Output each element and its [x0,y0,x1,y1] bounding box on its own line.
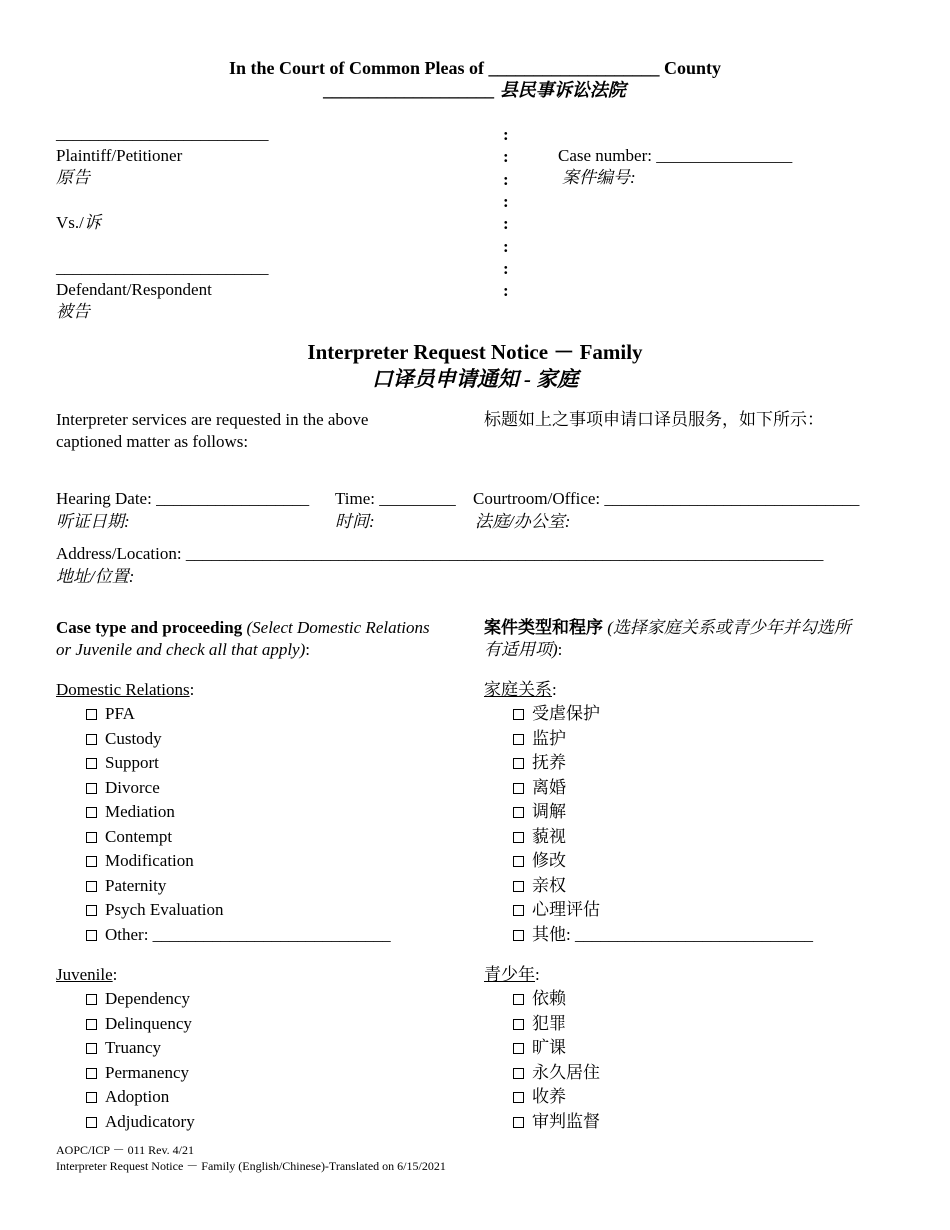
checkbox-option[interactable]: Truancy [86,1038,161,1058]
checkbox-icon[interactable] [86,856,97,867]
checkbox-icon[interactable] [513,783,524,794]
checkbox-option-cn[interactable]: 收养 [513,1087,566,1107]
intro-en-line1: Interpreter services are requested in the above [56,410,369,429]
checkbox-icon[interactable] [513,905,524,916]
checkbox-icon[interactable] [513,1117,524,1128]
case-number-field[interactable]: ________________ [656,146,793,165]
checkbox-icon[interactable] [513,709,524,720]
checkbox-icon[interactable] [86,1019,97,1030]
separator-colon: : [503,281,509,300]
intro-en-line2: captioned matter as follows: [56,432,249,451]
time-label-cn: 时间: [335,512,375,531]
checkbox-option[interactable]: Contempt [86,827,172,847]
checkbox-icon[interactable] [513,832,524,843]
separator-colon: : [503,237,509,256]
checkbox-icon[interactable] [513,1043,524,1054]
separator-colon: : [503,147,509,166]
case-number-label-cn: 案件编号: [562,168,636,187]
checkbox-option[interactable]: Dependency [86,989,190,1009]
checkbox-option-cn[interactable]: 修改 [513,851,566,871]
checkbox-option-cn[interactable]: 亲权 [513,876,566,896]
case-type-en-line1: Case type and proceeding (Select Domestic Relations [56,618,430,637]
checkbox-icon[interactable] [513,1092,524,1103]
defendant-field[interactable]: _________________________ [56,258,269,277]
case-number-row [558,146,792,166]
page-title: Interpreter Request Notice － Family [307,340,643,364]
courtroom-label-cn: 法庭/办公室: [475,512,571,531]
checkbox-option[interactable]: Adoption [86,1087,169,1107]
checkbox-icon[interactable] [513,1068,524,1079]
plaintiff-label-cn: 原告 [56,168,90,187]
courtroom-field[interactable]: Courtroom/Office: ______________________________ [473,489,860,508]
checkbox-icon[interactable] [86,1117,97,1128]
case-number-label: Case number: [558,146,652,165]
checkbox-option-cn[interactable]: 藐视 [513,827,566,847]
checkbox-icon[interactable] [513,1019,524,1030]
checkbox-icon[interactable] [86,881,97,892]
county-field-cn[interactable]: ___________________ [324,80,496,100]
checkbox-icon[interactable] [513,994,524,1005]
checkbox-option-cn[interactable]: 受虐保护 [513,704,600,724]
domestic-heading: Domestic Relations: [56,680,195,699]
checkbox-icon[interactable] [86,905,97,916]
checkbox-option[interactable]: Paternity [86,876,166,896]
court-prefix: In the Court of Common Pleas of [229,58,484,78]
county-field[interactable]: ___________________ [488,58,660,78]
checkbox-icon[interactable] [513,758,524,769]
checkbox-icon[interactable] [86,807,97,818]
juvenile-heading-cn: 青少年: [484,965,540,984]
case-type-cn-line2: 有适用项): [484,640,563,659]
checkbox-option[interactable]: Support [86,753,159,773]
vs-label: Vs./诉 [56,213,101,232]
checkbox-icon[interactable] [86,1068,97,1079]
separator-colon: : [503,192,509,211]
page-title-cn: 口译员申请通知 - 家庭 [371,367,579,391]
checkbox-option-cn[interactable]: 抚养 [513,753,566,773]
footer-form-id: AOPC/ICP － 011 Rev. 4/21 [56,1143,195,1157]
checkbox-icon[interactable] [86,930,97,941]
checkbox-option-cn[interactable]: 旷课 [513,1038,566,1058]
checkbox-icon[interactable] [513,807,524,818]
checkbox-icon[interactable] [513,881,524,892]
hearing-date-field[interactable]: Hearing Date: __________________ [56,489,310,508]
checkbox-option-cn[interactable]: 调解 [513,802,566,822]
case-type-en-line2: or Juvenile and check all that apply): [56,640,310,659]
checkbox-option-cn[interactable]: 依赖 [513,989,566,1009]
court-header-en [0,58,950,78]
separator-colon: : [503,170,509,189]
defendant-label-cn: 被告 [56,302,90,321]
checkbox-option[interactable]: Modification [86,851,194,871]
checkbox-option[interactable]: Custody [86,729,162,749]
checkbox-option[interactable]: Delinquency [86,1014,192,1034]
checkbox-icon[interactable] [86,1092,97,1103]
checkbox-option[interactable]: PFA [86,704,135,724]
checkbox-option[interactable]: Psych Evaluation [86,900,224,920]
court-name-cn: 县民事诉讼法院 [499,80,626,100]
domestic-heading-cn: 家庭关系: [484,680,557,699]
checkbox-option[interactable]: Adjudicatory [86,1112,195,1132]
checkbox-icon[interactable] [86,994,97,1005]
checkbox-option-cn[interactable]: 审判监督 [513,1112,600,1132]
checkbox-icon[interactable] [513,856,524,867]
checkbox-icon[interactable] [86,832,97,843]
footer-form-title: Interpreter Request Notice － Family (English/Chinese)-Translated on 6/15/2021 [56,1159,446,1173]
checkbox-icon[interactable] [86,783,97,794]
time-field[interactable]: Time: _________ [335,489,456,508]
separator-colon: : [503,125,509,144]
separator-colon: : [503,214,509,233]
court-suffix: County [663,58,721,78]
juvenile-heading: Juvenile: [56,965,118,984]
address-field[interactable]: Address/Location: ___________________________________________________________________________ [56,544,824,563]
plaintiff-field[interactable]: _________________________ [56,124,269,143]
checkbox-option-cn[interactable]: 犯罪 [513,1014,566,1034]
checkbox-option-cn[interactable]: 监护 [513,729,566,749]
checkbox-option-other-cn[interactable]: 其他: ____________________________ [513,925,813,945]
checkbox-option-cn[interactable]: 心理评估 [513,900,600,920]
checkbox-option-other[interactable]: Other: ____________________________ [86,925,391,945]
plaintiff-label: Plaintiff/Petitioner [56,146,183,165]
checkbox-option[interactable]: Divorce [86,778,160,798]
checkbox-option[interactable]: Mediation [86,802,175,822]
defendant-label: Defendant/Respondent [56,280,212,299]
checkbox-option-cn[interactable]: 离婚 [513,778,566,798]
intro-cn: 标题如上之事项申请口译员服务，如下所示： [484,410,824,429]
checkbox-icon[interactable] [86,734,97,745]
checkbox-icon[interactable] [513,734,524,745]
checkbox-icon[interactable] [86,709,97,720]
court-header-cn [0,80,950,100]
checkbox-icon[interactable] [513,930,524,941]
checkbox-icon[interactable] [86,758,97,769]
checkbox-icon[interactable] [86,1043,97,1054]
hearing-date-label-cn: 听证日期: [56,512,130,531]
case-type-cn-line1: 案件类型和程序 (选择家庭关系或青少年并勾选所 [484,618,851,637]
checkbox-option-cn[interactable]: 永久居住 [513,1063,600,1083]
checkbox-option[interactable]: Permanency [86,1063,189,1083]
address-label-cn: 地址/位置: [56,567,135,586]
separator-colon: : [503,259,509,278]
